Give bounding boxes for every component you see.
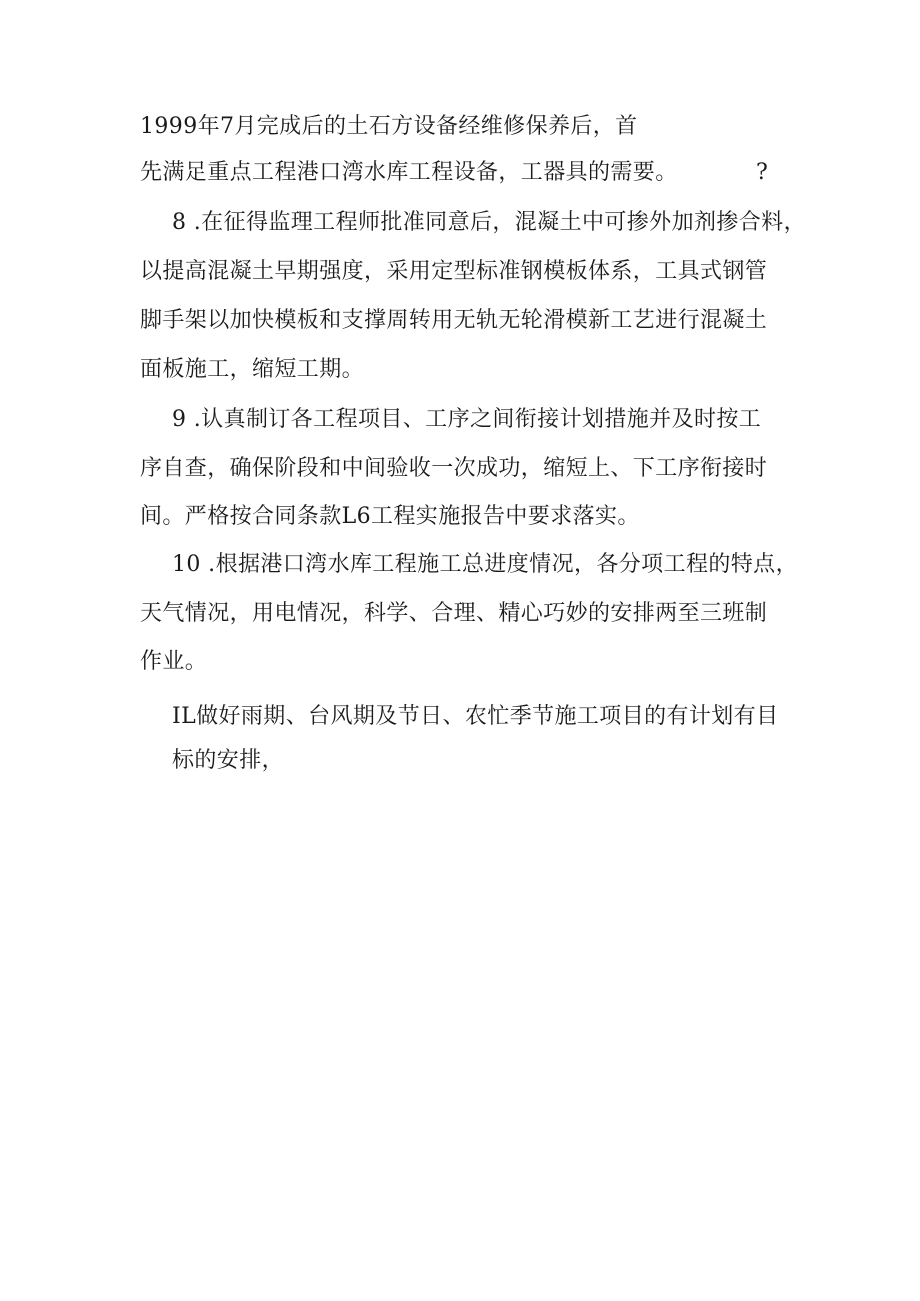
text-line-2: 先满足重点工程港口湾水库工程设备，工器具的需要。 [140,160,678,185]
text-line-6: 面板施工，缩短工期。 [140,357,365,382]
text-line-13: IL做好雨期、台风期及节日、农忙季节施工项目的有计划有目 [172,704,779,729]
text-line-4: 以提高混凝土早期强度，采用定型标准钢模板体系，工具式钢管 [140,259,768,284]
text-line-8: 序自查，确保阶段和中间验收一次成功，缩短上、下工序衔接时 [140,456,768,481]
text-line-3: 8 .在征得监理工程师批准同意后，混凝土中可掺外加剂掺合料， [172,210,806,235]
text-line-7: 9 .认真制订各工程项目、工序之间衔接计划措施并及时按工 [172,407,762,432]
text-line-9: 间。严格按合同条款L6工程实施报告中要求落实。 [140,504,640,529]
text-line-11: 天气情况，用电情况，科学、合理、精心巧妙的安排两至三班制 [140,601,768,626]
text-line-14: 标的安排， [172,748,285,773]
text-line-10: 10 .根据港口湾水库工程施工总进度情况，各分项工程的特点， [172,552,798,577]
text-line-1: 1999年7月完成后的土石方设备经维修保养后，首 [140,114,638,139]
text-line-5: 脚手架以加快模板和支撑周转用无轨无轮滑模新工艺进行混凝土 [140,308,768,333]
text-line-12: 作业。 [140,649,208,674]
question-mark-glyph: ? [756,160,768,185]
